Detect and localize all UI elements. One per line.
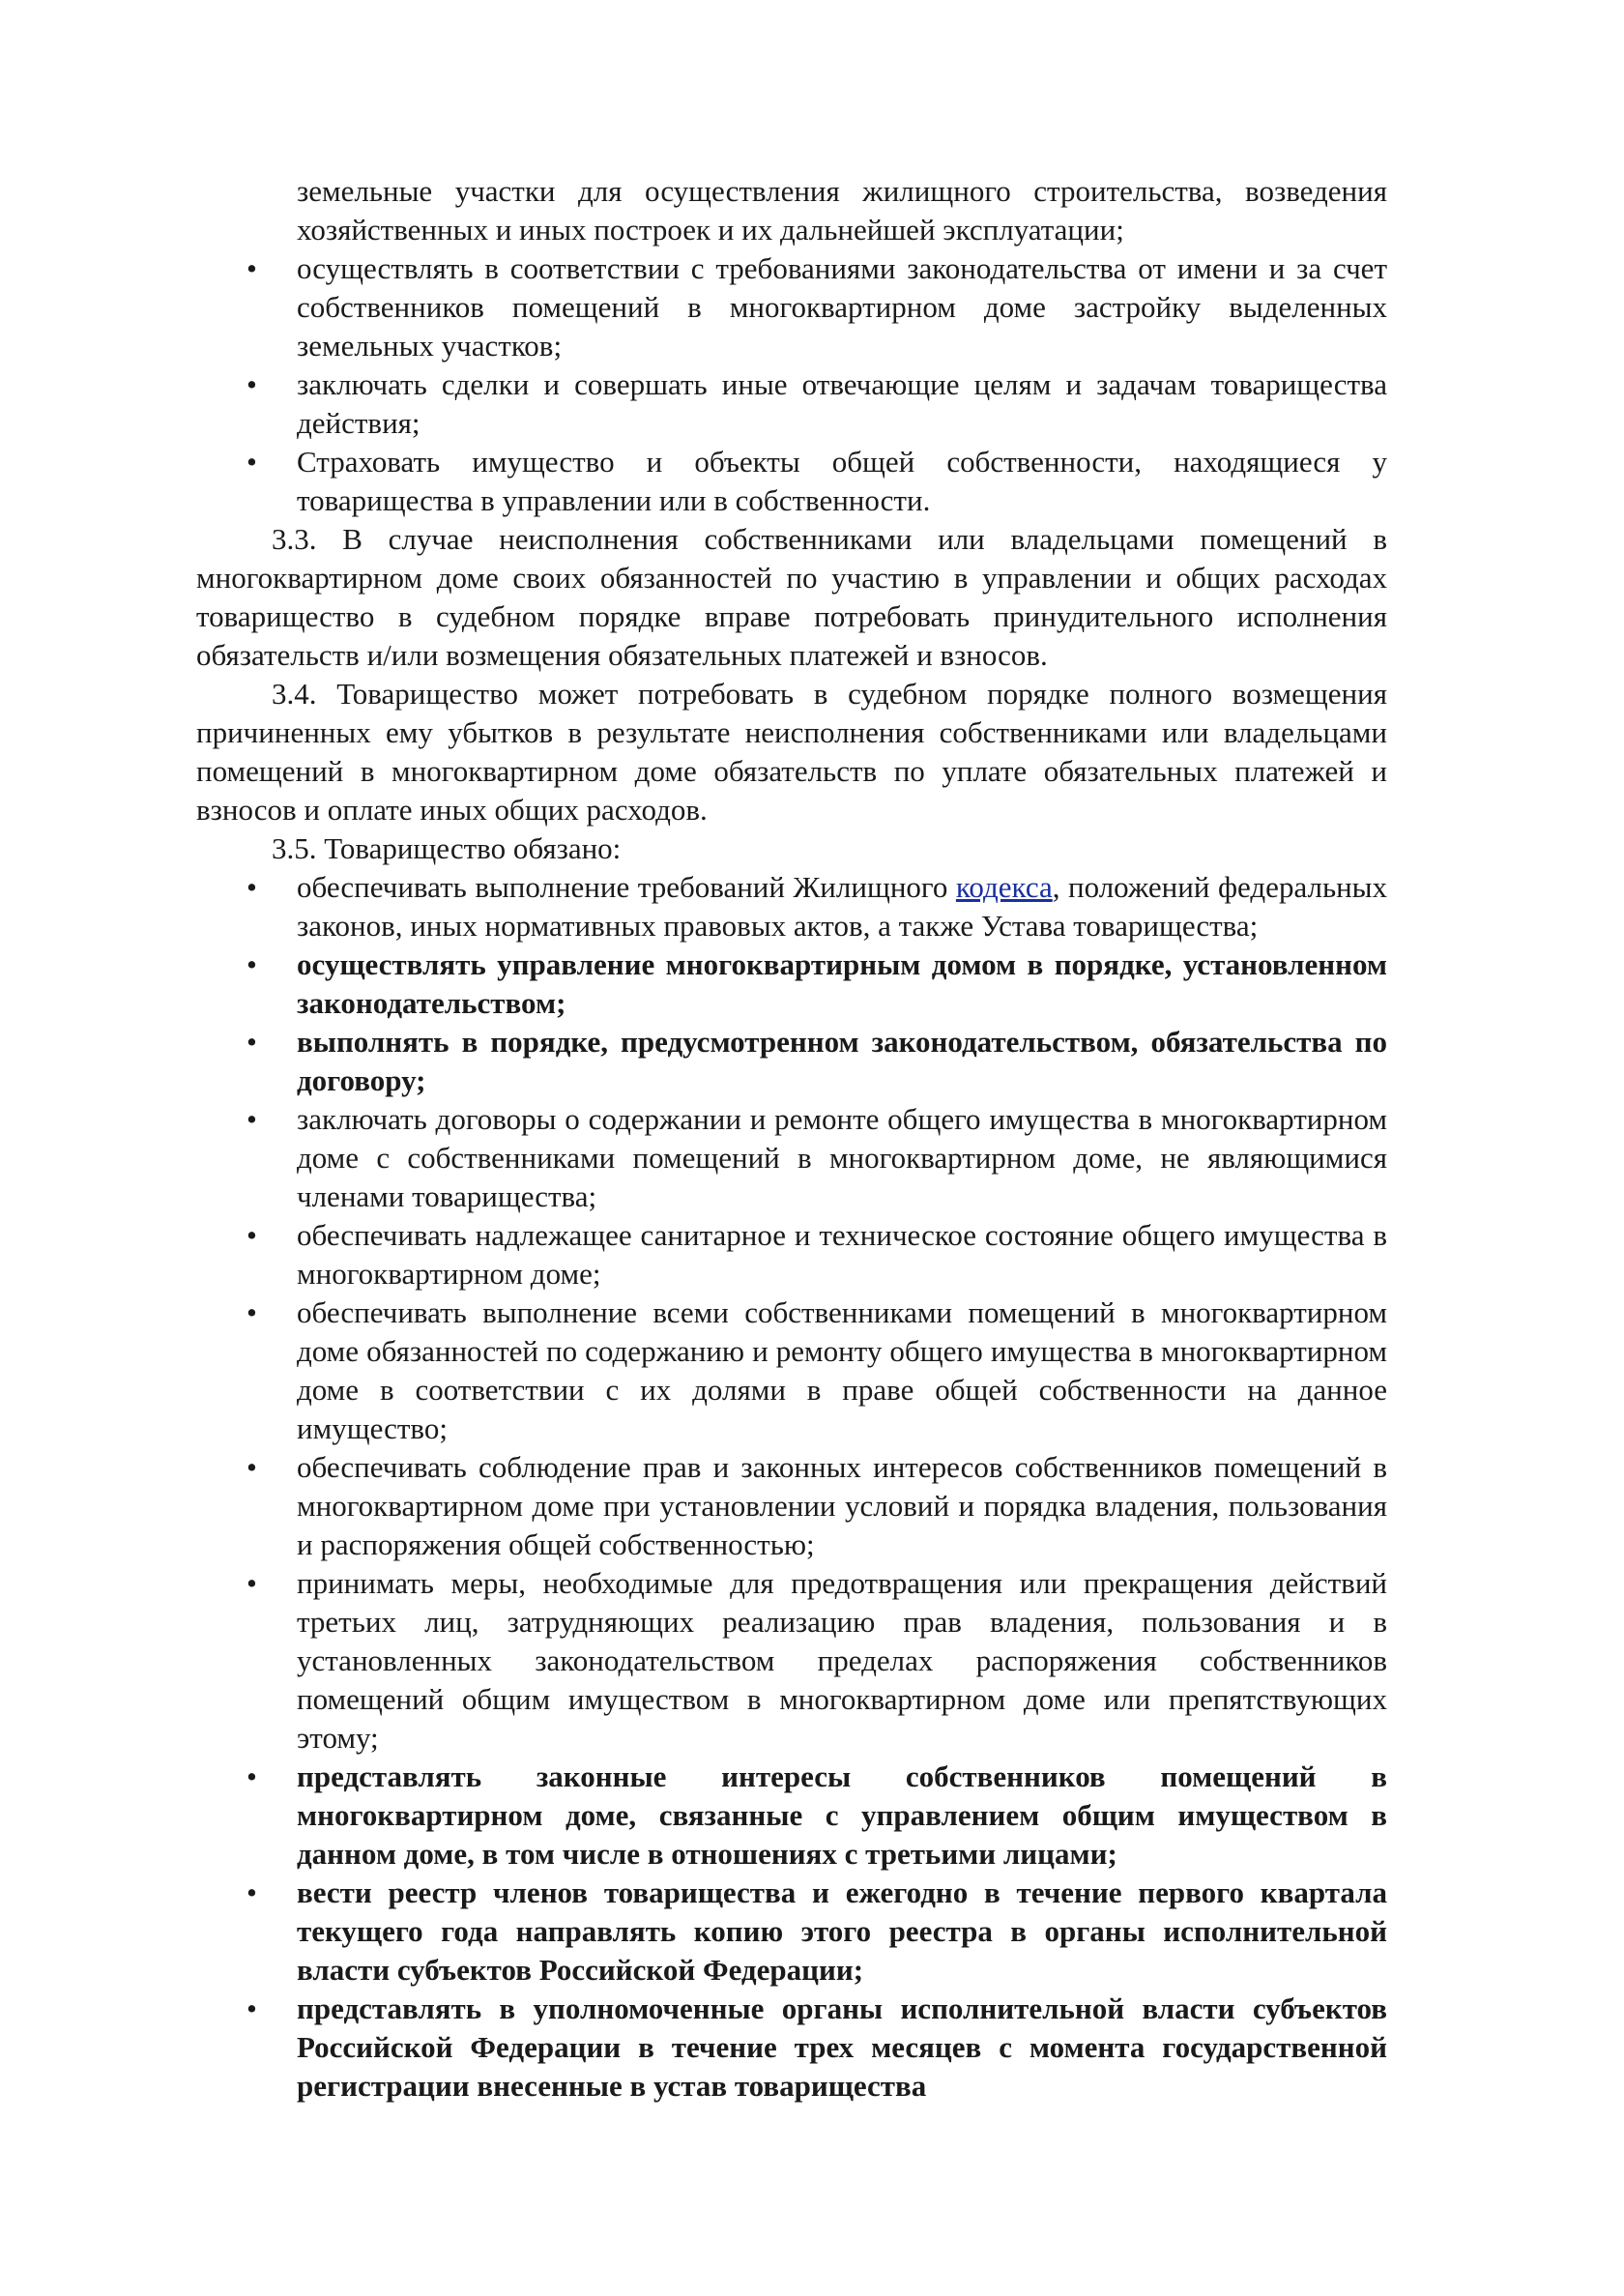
bullet-icon: •	[246, 1218, 257, 1252]
bullet-icon: •	[246, 1991, 257, 2025]
list-item: • заключать договоры о содержании и ремонте общего имущества в многоквартирном доме с собственниками помещений в многоквартирном доме, не являющимися членами товарищества;	[246, 1102, 1387, 1213]
list-item: • обеспечивать выполнение требований Жилищного кодекса, положений федеральных законов, иных нормативных правовых актов, а также Устава товарищества;	[246, 870, 1387, 943]
paragraph-3-4: 3.4. Товарищество может потребовать в судебном порядке полного возмещения причиненных ему убытков в результате неисполнения собственниками или владельцами помещений в многоквартирном доме обязательств по уплате обязательных платежей и взносов и оплате иных общих расходов.	[196, 677, 1387, 827]
list-item: • обеспечивать надлежащее санитарное и техническое состояние общего имущества в многоквартирном доме;	[246, 1218, 1387, 1291]
bullet-icon: •	[246, 1875, 257, 1909]
list-item: • осуществлять управление многоквартирным домом в порядке, установленном законодательством;	[246, 947, 1387, 1020]
bullet-icon: •	[246, 1566, 257, 1600]
bullet-icon: •	[246, 251, 257, 285]
paragraph-3-3: 3.3. В случае неисполнения собственниками или владельцами помещений в многоквартирном доме своих обязанностей по участию в управлении и общих расходах товарищество в судебном порядке вправе потребовать принудительного исполнения обязательств и/или возмещения обязательных платежей и взносов.	[196, 522, 1387, 672]
bullet-icon: •	[246, 1450, 257, 1484]
code-link[interactable]: кодекса	[955, 870, 1053, 904]
bullet-icon: •	[246, 1759, 257, 1793]
list-item: • представлять в уполномоченные органы исполнительной власти субъектов Российской Федерации в течение трех месяцев с момента государственной регистрации внесенные в устав товарищества	[246, 1991, 1387, 2103]
continuation-text: земельные участки для осуществления жилищного строительства, возведения хозяйственных и иных построек и их дальнейшей эксплуатации;	[297, 174, 1387, 247]
list-item: • заключать сделки и совершать иные отвечающие целям и задачам товарищества действия;	[246, 367, 1387, 440]
bullet-icon: •	[246, 1102, 257, 1136]
list-item: • обеспечивать соблюдение прав и законных интересов собственников помещений в многоквартирном доме при установлении условий и порядка владения, пользования и распоряжения общей собственностью;	[246, 1450, 1387, 1561]
list-item: • обеспечивать выполнение всеми собственниками помещений в многоквартирном доме обязанностей по содержанию и ремонту общего имущества в многоквартирном доме в соответствии с их долями в праве общей собственности на данное имущество;	[246, 1295, 1387, 1445]
list-item: • осуществлять в соответствии с требованиями законодательства от имени и за счет собственников помещений в многоквартирном доме застройку выделенных земельных участков;	[246, 251, 1387, 363]
list-item: • выполнять в порядке, предусмотренном законодательством, обязательства по договору;	[246, 1025, 1387, 1097]
list-item: • вести реестр членов товарищества и ежегодно в течение первого квартала текущего года направлять копию этого реестра в органы исполнительной власти субъектов Российской Федерации;	[246, 1875, 1387, 1987]
bullet-icon: •	[246, 947, 257, 981]
paragraph-3-5: 3.5. Товарищество обязано:	[272, 831, 622, 865]
bullet-list-obligations	[196, 868, 1387, 2106]
list-item: • принимать меры, необходимые для предотвращения или прекращения действий третьих лиц, затрудняющих реализацию прав владения, пользования и в установленных законодательством пределах распоряжения собственников помещений общим имуществом в многоквартирном доме или препятствующих этому;	[246, 1566, 1387, 1755]
bullet-list-rights	[196, 249, 1387, 520]
list-item: • Страховать имущество и объекты общей собственности, находящиеся у товарищества в управлении или в собственности.	[246, 445, 1387, 517]
bullet-icon: •	[246, 870, 257, 904]
bullet-icon: •	[246, 445, 257, 479]
document-page	[196, 172, 1387, 2106]
bullet-icon: •	[246, 1295, 257, 1329]
bullet-icon: •	[246, 1025, 257, 1059]
list-item: • представлять законные интересы собственников помещений в многоквартирном доме, связанные с управлением общим имуществом в данном доме, в том числе в отношениях с третьими лицами;	[246, 1759, 1387, 1871]
bullet-icon: •	[246, 367, 257, 401]
